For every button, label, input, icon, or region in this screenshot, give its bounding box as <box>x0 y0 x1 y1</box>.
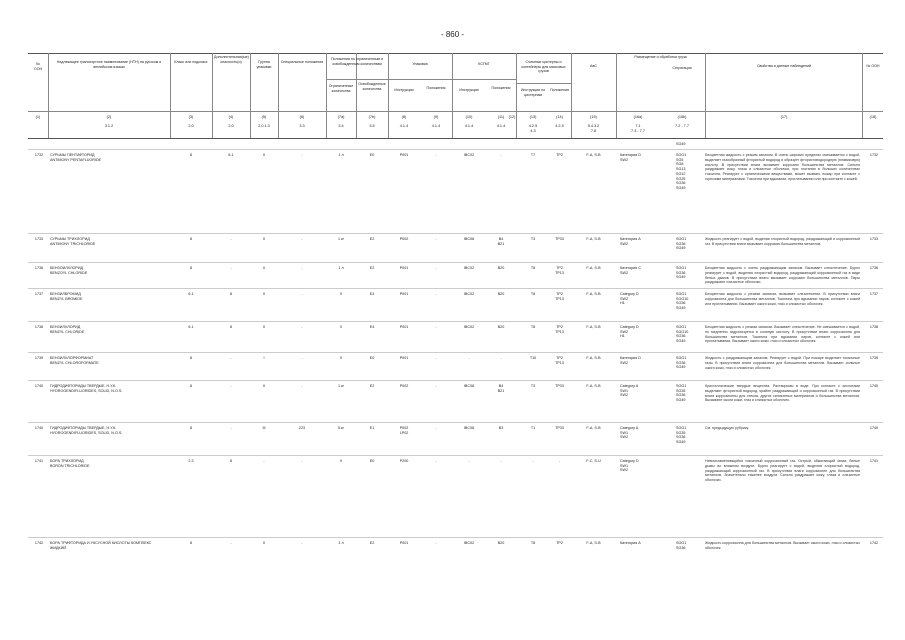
cell-tankp: TP2 <box>556 541 563 545</box>
cell-pp: - <box>435 292 437 296</box>
cell-pi: P001 <box>399 356 409 360</box>
header-un-no-right: № ООН <box>866 64 880 68</box>
cell-ibcp: B4 B21 <box>497 237 505 246</box>
cell-seg: SGG1 SG36 SG49 <box>676 356 687 370</box>
header-un-no: № ООН <box>33 62 43 71</box>
cell-tankp: TP33 <box>555 384 564 388</box>
cell-tank: T7 <box>530 153 536 157</box>
cell-ibcp: B4 B21 <box>497 384 505 393</box>
cell-ems: F-A, S-B <box>586 237 601 241</box>
cell-tankp: TP33 <box>555 426 564 430</box>
cell-tank: T8 <box>530 325 536 329</box>
cell-seg: SGG1 SG35 SG36 SG49 <box>676 384 687 403</box>
colnum: (14) <box>556 115 563 119</box>
cell-pp: - <box>435 384 437 388</box>
cell-lq: 0 <box>339 292 343 296</box>
cell-cls: 8 <box>189 237 193 241</box>
cell-uncol: 1737 <box>869 292 879 296</box>
header-ibc-instructions: Инструкции <box>459 88 479 92</box>
cell-pp: - <box>435 459 437 463</box>
cell-pg: II <box>262 325 266 329</box>
cell-eq: E4 <box>369 292 375 296</box>
cell-pp: - <box>435 266 437 270</box>
cell-pp: - <box>435 153 437 157</box>
cell-properties: Кристаллические твердые вещества. Растворимы в воде. При контакте с кислотами выделяют фтористый водород, крайне раздражающий и коррозионный газ. В присутствии влаги коррозионны для стекла, других силикатных материалов и большинства металлов. Вызывают ожоги кожи, глаз и слизистых оболочек. <box>705 384 860 403</box>
cell-ems: F-A, S-B <box>586 292 601 296</box>
row-separator <box>28 380 883 381</box>
cell-properties: Жидкость коррозионна для большинства металлов. Вызывает ожоги кожи, глаз и слизистых оболочек. <box>705 541 860 550</box>
header-subsidiary-hazard: Дополнительная(ые) опасность(и) <box>214 55 249 64</box>
header-tank-provisions: Положения <box>550 88 569 92</box>
cell-stow: Category D SW2 H1 <box>620 292 639 306</box>
header-limited-excepted: Положения по ограниченным и освобожденным количествам <box>330 57 384 66</box>
cell-ems: F-A, S-B <box>586 384 601 388</box>
cell-ibcp: B3 <box>498 426 504 430</box>
cell-tank: T3 <box>530 237 536 241</box>
cell-tank: T10 <box>529 356 537 360</box>
cell-pg: II <box>262 292 266 296</box>
cell-sp: - <box>301 325 303 329</box>
cell-sp: - <box>301 459 303 463</box>
cell-un: 1742 <box>34 541 44 545</box>
cell-pi: P002 <box>399 237 409 241</box>
header-bottom-rule <box>28 138 883 139</box>
header-ibc-provisions: Положения <box>491 86 511 90</box>
cell-seg: SGG1 SG35 SG36 SG49 <box>676 426 687 445</box>
cell-lq: 1 л <box>338 541 344 545</box>
cell-stow: Категория A SW2 <box>620 237 641 246</box>
cell-ibcp: B20 <box>497 292 505 296</box>
cell-psn <box>50 266 168 275</box>
header-mid-rule <box>28 111 883 112</box>
colnum: (5) <box>261 115 267 119</box>
cell-sub: 8 <box>229 459 233 463</box>
cell-ems: F-A, S-B <box>586 541 601 545</box>
cell-uncol: 1740 <box>869 384 879 388</box>
cell-tankp: TP2 TP13 <box>555 292 564 301</box>
cell-tankp: TP2 TP13 <box>555 266 564 275</box>
cell-seg: SGG1 SGG10 SG36 SG49 <box>676 325 689 344</box>
colref: 4.1.4 <box>431 124 441 128</box>
cell-uncol: 1738 <box>869 325 879 329</box>
cell-ibc: IBC02 <box>463 541 475 545</box>
psn-russian: СУРЬМЫ ТРИХЛОРИД <box>50 237 90 241</box>
cell-lq: 0 <box>339 325 343 329</box>
cell-pp: - <box>435 325 437 329</box>
cell-uncol: 1732 <box>869 153 879 157</box>
cell-tank: T1 <box>530 426 536 430</box>
cell-un: 1740 <box>34 384 44 388</box>
psn-russian: ГИДРОДИФТОРИДЫ ТВЕРДЫЕ, Н.У.К. <box>50 426 117 430</box>
header-packing-group: Группа упаковки <box>256 60 272 69</box>
cell-pg: III <box>262 426 266 430</box>
cell-properties: См. предыдущую рубрику. <box>705 426 749 430</box>
psn-english: HYDROGENDIFLUORIDES, SOLID, N.O.S. <box>50 388 123 393</box>
cell-eq: E1 <box>369 426 375 430</box>
cell-pg: - <box>263 459 265 463</box>
cell-cls: 8 <box>189 153 193 157</box>
cell-cls: 8 <box>189 384 193 388</box>
cell-tank: T3 <box>530 384 536 388</box>
cell-ems: F-A, S-B <box>586 356 601 360</box>
cell-seg: SGG1 SG36 SG49 <box>676 237 687 251</box>
colref: 5.4.3.2 7.8 <box>587 124 600 133</box>
cell-stow: Category A SW1 SW2 <box>620 384 639 398</box>
page-number: - 860 - <box>440 30 465 39</box>
cell-ibc: IBC08 <box>463 426 475 430</box>
cell-sp: - <box>301 266 303 270</box>
row-separator <box>28 537 883 538</box>
cell-cls: 8 <box>189 541 193 545</box>
header-psn: Надлежащее транспортное наименование (НТН) на русском и английском языках <box>56 60 162 69</box>
cell-sp: - <box>301 384 303 388</box>
header-tank-instructions: Инструкции по цистернам <box>520 88 546 97</box>
cell-ibc: IBC08 <box>463 237 475 241</box>
colref: 4.1.4 <box>496 124 506 128</box>
cell-properties: Бесцветная жидкость с резким запахом. Вызывает слезотечение. Не смешивается с водой, но медленно гидролизуется в соляную кислоту. В присутствии влаги коррозионна для большинства металлов. Токсична при вдыхании паров, контакте с кожей или проглатывании. Вызывает ожоги кожи, глаз и слизистых оболочек. <box>705 325 860 344</box>
cell-pi: P200 <box>399 459 409 463</box>
cell-pg: II <box>262 384 266 388</box>
cell-seg: SGG1 SG36 SG49 <box>676 266 687 280</box>
cell-pi: P001 <box>399 325 409 329</box>
cell-sub: 8 <box>229 325 233 329</box>
cell-sp: - <box>301 541 303 545</box>
header-packing: Упаковка <box>412 62 428 66</box>
cell-stow: Категория C SW2 <box>620 266 641 275</box>
cell-ibc: IBC02 <box>463 292 475 296</box>
cell-lq: 1 л <box>338 153 344 157</box>
colnum: (15) <box>590 115 597 119</box>
cell-lq: 1 кг <box>337 384 345 388</box>
col-divider <box>516 53 517 138</box>
cell-un: 1741 <box>34 459 44 463</box>
cell-uncol: 1742 <box>869 541 879 545</box>
colnum: (2) <box>106 115 112 119</box>
cell-ems: F-A, S-B <box>586 153 601 157</box>
cell-un: 1733 <box>34 237 44 241</box>
cell-psn <box>50 153 168 162</box>
cell-pi: P002 LP02 <box>399 426 409 435</box>
colnum: (18) <box>869 115 877 119</box>
cell-seg: SGG1 SG5 SG8 SG13 SG12 SG25 SG36 SG49 <box>676 153 687 190</box>
cell-psn <box>50 237 168 246</box>
colnum: (1) <box>35 115 41 119</box>
cell-psn <box>50 356 168 365</box>
cell-pi: P001 <box>399 153 409 157</box>
cell-properties: Невоспламеняющийся токсичный коррозионный газ. Острый, обжигающий запах, белые дымы во влажном воздухе. Бурно реагирует с водой, выделяя хлористый водород, раздражающий коррозионный газ. В присутствии влаги коррозионен для большинства металлов. Значительно тяжелее воздуха. Сильно раздражает кожу, глаза и слизистые оболочки. <box>705 459 860 482</box>
row-separator <box>28 233 883 234</box>
colref: 3.1.2 <box>104 124 114 128</box>
col-divider <box>278 53 279 138</box>
colnum: (3) <box>188 115 194 119</box>
cell-sub: - <box>230 237 232 241</box>
cell-pi: P001 <box>399 292 409 296</box>
cell-psn <box>50 541 168 550</box>
cell-cls: 8 <box>189 266 193 270</box>
cell-pi: P002 <box>399 384 409 388</box>
colnum: (16a) <box>633 115 643 119</box>
colref: 3.5 <box>369 124 375 128</box>
cell-eq: E0 <box>369 459 375 463</box>
cell-stow: Категория D SW2 <box>620 153 641 162</box>
cell-psn <box>50 426 168 435</box>
cell-tank: T8 <box>530 292 536 296</box>
psn-russian: ГИДРОДИФТОРИДЫ ТВЕРДЫЕ, Н.У.К. <box>50 384 117 388</box>
cell-pi: P001 <box>399 266 409 270</box>
psn-russian: БОРА ТРИФТОРИДА И УКСУСНОЙ КИСЛОТЫ КОМПЛЕКС ЖИДКИЙ <box>50 541 152 550</box>
cell-stow: Category D SW1 SW2 <box>620 459 639 473</box>
cell-pg: II <box>262 266 266 270</box>
header-sub-rule-2 <box>516 83 571 84</box>
header-excepted-quantities: Освобожденные количества <box>358 82 386 91</box>
cell-sub: - <box>230 426 232 430</box>
cell-sub: - <box>230 266 232 270</box>
row-separator <box>28 262 883 263</box>
cell-lq: 1 л <box>338 266 344 270</box>
cell-sp: - <box>301 153 303 157</box>
colref: 7.2 - 7.7 <box>675 124 689 128</box>
col-divider <box>212 53 213 138</box>
header-limited-quantities: Ограниченные количества <box>328 84 354 93</box>
row-separator <box>28 288 883 289</box>
cell-sub: - <box>230 356 232 360</box>
psn-russian: БЕНЗОИЛХЛОРИД <box>50 266 84 270</box>
cell-pp: - <box>435 237 437 241</box>
psn-english: BENZYL BROMIDE <box>50 296 83 301</box>
colnum: (6) <box>299 115 305 119</box>
header-packing-instructions: Инструкции <box>394 88 414 92</box>
cell-tankp: - <box>558 459 561 463</box>
cell-sp: 223 <box>298 426 306 430</box>
cell-pg: II <box>262 153 266 157</box>
cell-stow: Category D SW2 H1 <box>620 325 639 339</box>
colref: 7.1 7.3 - 7.7 <box>631 124 645 133</box>
row-separator <box>28 321 883 322</box>
header-packing-provisions: Положения <box>426 86 446 90</box>
colnum: (12) <box>508 115 516 119</box>
psn-russian: БЕНЗИЛХЛОРФОРМИАТ <box>50 356 94 360</box>
cell-seg: SGG1 SG36 <box>676 541 687 550</box>
header-stowage-handling: Размещение и обработка груза <box>634 55 687 59</box>
cell-properties: Бесцветная жидкость с резким запахом. В очень широких пределах смешивается с водой, выделяет газообразный фтористый водород и образует фтористоводородную (плавиковую) кислоту. В присутствии влаги вызывает коррозию большинства металлов. Сильно раздражает кожу, глаза и слизистые оболочки, при глотании в больших количествах токсична. Реагирует с органическими веществами, может вызвать пожар при контакте с горючими материалами. Токсична при вдыхании, проглатывании или при контакте с кожей. <box>705 153 860 181</box>
cell-cls: 6.1 <box>188 292 194 296</box>
cell-lq: 0 <box>339 459 343 463</box>
cell-sub: - <box>230 384 232 388</box>
cell-tank: - <box>532 459 534 463</box>
cell-cls: 8 <box>189 356 193 360</box>
header-ibc: КСГМГ <box>478 62 490 66</box>
cell-un: 1737 <box>34 292 44 296</box>
cell-sp: - <box>301 356 303 360</box>
cell-psn <box>50 459 168 468</box>
psn-russian: БЕНЗИЛБРОМИД <box>50 292 81 296</box>
psn-english: ANTIMONY TRICHLORIDE <box>50 241 96 246</box>
cell-eq: E0 <box>369 153 375 157</box>
psn-english: HYDROGENDIFLUORIDES, SOLID, N.O.S. <box>50 430 123 435</box>
colref: 4.1.4 <box>464 124 474 128</box>
row-separator <box>28 455 883 456</box>
cell-ibcp: - <box>500 153 502 157</box>
psn-english: BENZYL CHLOROFORMATE <box>50 360 99 365</box>
colnum: (16b) <box>677 115 687 119</box>
header-segregation: Сегрегация <box>672 66 692 70</box>
cell-tankp: TP2 <box>556 153 563 157</box>
colnum: (7b) <box>368 115 376 119</box>
cell-ibcp: B20 <box>497 266 505 270</box>
cell-tankp: TP2 TP13 <box>555 325 564 334</box>
cell-properties: Жидкость с раздражающим запахом. Реагирует с водой. При пожаре выделяет токсичные газы. В присутствии влаги коррозионна для большинства металлов. Вызывает сильные ожоги кожи, глаз и слизистых оболочек. <box>705 356 860 370</box>
psn-russian: БЕНЗИЛХЛОРИД <box>50 325 81 329</box>
cell-cls: 8 <box>189 426 193 430</box>
cell-sub: - <box>230 541 232 545</box>
cell-pg: II <box>262 541 266 545</box>
cell-ems: F-A, S-B <box>586 426 601 430</box>
col-divider <box>48 53 49 138</box>
carryover-segregation: SG49 <box>676 142 686 146</box>
cell-pg: I <box>263 356 265 360</box>
cell-properties: Бесцветная жидкость с резким запахом, вызывает слезотечение. В присутствии влаги коррозионна для большинства металлов. Токсична при вдыхании паров, контакте с кожей или проглатывании. Вызывает ожоги кожи, глаз и слизистых оболочек. <box>705 292 860 306</box>
cell-sub: 8 <box>229 292 233 296</box>
psn-russian: СУРЬМЫ ПЕНТАФТОРИД <box>50 153 95 157</box>
cell-eq: E4 <box>369 325 375 329</box>
cell-psn <box>50 292 168 301</box>
psn-russian: БОРА ТРИХЛОРИД <box>50 459 84 463</box>
cell-ibc: - <box>468 356 470 360</box>
colref: 3.3 <box>299 124 305 128</box>
cell-eq: E2 <box>369 541 375 545</box>
cell-uncol: 1739 <box>869 356 879 360</box>
psn-english: BENZYL CHLORIDE <box>50 329 85 334</box>
cell-ibc: IBC02 <box>463 153 475 157</box>
colnum: (4) <box>228 115 234 119</box>
cell-tankp: TP33 <box>555 237 564 241</box>
cell-sub: 6.1 <box>228 153 234 157</box>
colref: 2.0 <box>228 124 234 128</box>
cell-ibcp: - <box>500 459 502 463</box>
cell-stow: Категория A <box>620 541 641 545</box>
cell-ibc: - <box>468 459 470 463</box>
header-ems: АвС <box>590 64 597 68</box>
colnum: (10) <box>465 115 473 119</box>
cell-sp: - <box>301 237 303 241</box>
cell-pi: P001 <box>399 541 409 545</box>
cell-lq: 5 кг <box>337 426 345 430</box>
col-divider <box>705 53 706 138</box>
cell-un: 1736 <box>34 266 44 270</box>
cell-pp: - <box>435 356 437 360</box>
cell-ems: F-A, S-B <box>586 266 601 270</box>
col-divider <box>250 53 251 138</box>
cell-eq: E2 <box>369 384 375 388</box>
cell-properties: Бесцветная жидкость с очень раздражающим запахом. Вызывает слезотечение. Бурно реагирует с водой, выделяя хлористый водород, раздражающий коррозионный газ в виде белых дымов. В присутствии влаги вызывает коррозию большинства металлов. Пары раздражают слизистые оболочки. <box>705 266 860 285</box>
col-divider <box>170 53 171 138</box>
cell-un: 1740 <box>34 426 44 430</box>
cell-lq: 0 <box>339 356 343 360</box>
cell-psn <box>50 384 168 393</box>
cell-ibc: IBC02 <box>463 325 475 329</box>
colref: 2.0 <box>188 124 194 128</box>
header-sub-rule <box>326 79 516 80</box>
cell-tankp: TP2 TP13 <box>555 356 564 365</box>
header-portable-tanks: Съемные цистерны и контейнеры для массовых грузов <box>521 60 566 74</box>
cell-ibc: IBC08 <box>463 384 475 388</box>
psn-english: BENZOYL CHLORIDE <box>50 270 88 275</box>
cell-pg: II <box>262 237 266 241</box>
colref: 4.1.4 <box>399 124 409 128</box>
cell-stow: Category A SW1 SW2 <box>620 426 639 440</box>
colnum: (13) <box>529 115 537 119</box>
header-top-rule <box>28 53 883 54</box>
psn-english: ANTIMONY PENTAFLUORIDE <box>50 157 102 162</box>
colref: 4.2.5 4.3 <box>528 124 538 133</box>
cell-ibcp: - <box>500 356 502 360</box>
colnum: (9) <box>433 115 439 119</box>
cell-ems: F-A, S-B <box>586 325 601 329</box>
cell-tank: T8 <box>530 541 536 545</box>
colref: 2.0.1.3 <box>258 124 270 128</box>
cell-ibcp: B20 <box>497 541 505 545</box>
cell-cls: 6.1 <box>188 325 194 329</box>
cell-ems: F-C, S-U <box>586 459 601 463</box>
cell-eq: E2 <box>369 237 375 241</box>
cell-pp: - <box>435 541 437 545</box>
cell-psn <box>50 325 168 334</box>
cell-uncol: 1733 <box>869 237 879 241</box>
row-separator <box>28 422 883 423</box>
colnum: (7a) <box>337 115 345 119</box>
cell-properties: Жидкость реагирует с водой, выделяя хлористый водород, раздражающий и коррозионный газ. В присутствии влаги вызывает коррозию большинства металлов. <box>705 237 860 246</box>
cell-seg: SGG1 SGG10 SG36 SG49 <box>676 292 689 311</box>
cell-uncol: 1736 <box>869 266 879 270</box>
colnum: (17) <box>780 115 788 119</box>
cell-uncol: 1741 <box>869 459 879 463</box>
col-divider <box>616 53 617 138</box>
psn-english: BORON TRICHLORIDE <box>50 463 90 468</box>
cell-un: 1738 <box>34 325 44 329</box>
row-separator <box>28 352 883 353</box>
colnum: (8) <box>401 115 407 119</box>
cell-uncol: 1740 <box>869 426 879 430</box>
cell-cls: 2.3 <box>188 459 194 463</box>
cell-un: 1739 <box>34 356 44 360</box>
cell-un: 1732 <box>34 153 44 157</box>
cell-ibc: IBC02 <box>463 266 475 270</box>
colnum: (11) <box>497 115 505 119</box>
cell-sp: - <box>301 292 303 296</box>
colref: 3.4 <box>338 124 344 128</box>
cell-pp: - <box>435 426 437 430</box>
colref: 4.2.5 <box>555 124 564 128</box>
header-properties: Свойства и данные наблюдений <box>756 64 812 68</box>
header-special-provisions: Специальные положения <box>280 60 324 64</box>
cell-lq: 1 кг <box>337 237 345 241</box>
row-separator <box>28 149 883 150</box>
cell-eq: E0 <box>369 356 375 360</box>
header-class: Класс или подкласс <box>174 60 208 64</box>
cell-eq: E2 <box>369 266 375 270</box>
cell-ibcp: B20 <box>497 325 505 329</box>
cell-stow: Категория D SW2 <box>620 356 641 365</box>
cell-tank: T8 <box>530 266 536 270</box>
